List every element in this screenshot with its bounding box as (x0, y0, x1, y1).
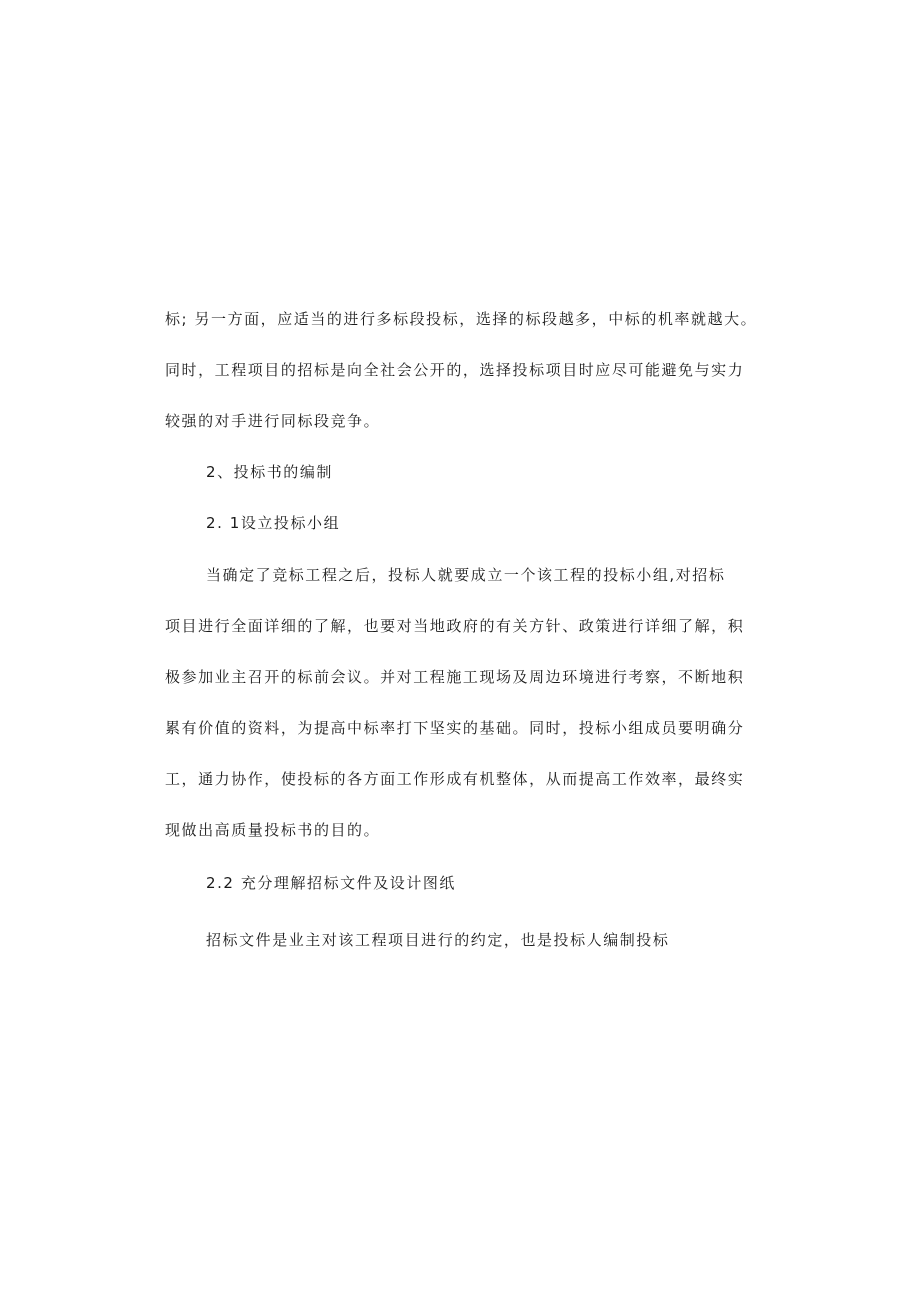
paragraph-line: 工，通力协作，使投标的各方面工作形成有机整体，从而提高工作效率，最终实 (165, 770, 745, 788)
paragraph-line: 极参加业主召开的标前会议。并对工程施工现场及周边环境进行考察，不断地积 (165, 668, 745, 686)
paragraph-line: 项目进行全面详细的了解，也要对当地政府的有关方针、政策进行详细了解，积 (165, 617, 745, 635)
paragraph-line: 招标文件是业主对该工程项目进行的约定，也是投标人编制投标 (206, 931, 670, 949)
paragraph-line: 较强的对手进行同标段竞争。 (165, 412, 381, 430)
subsection-heading: 2. 1设立投标小组 (206, 514, 341, 532)
paragraph-line: 标; 另一方面，应适当的进行多标段投标，选择的标段越多，中标的机率就越大。 (165, 310, 758, 328)
paragraph-line: 累有价值的资料，为提高中标率打下坚实的基础。同时，投标小组成员要明确分 (165, 719, 745, 737)
paragraph-line: 当确定了竞标工程之后，投标人就要成立一个该工程的投标小组,对招标 (206, 566, 726, 584)
paragraph-line: 同时，工程项目的招标是向全社会公开的，选择投标项目时应尽可能避免与实力 (165, 361, 745, 379)
section-heading: 2、投标书的编制 (206, 463, 333, 481)
paragraph-line: 现做出高质量投标书的目的。 (165, 821, 381, 839)
subsection-heading: 2.2 充分理解招标文件及设计图纸 (206, 874, 456, 892)
